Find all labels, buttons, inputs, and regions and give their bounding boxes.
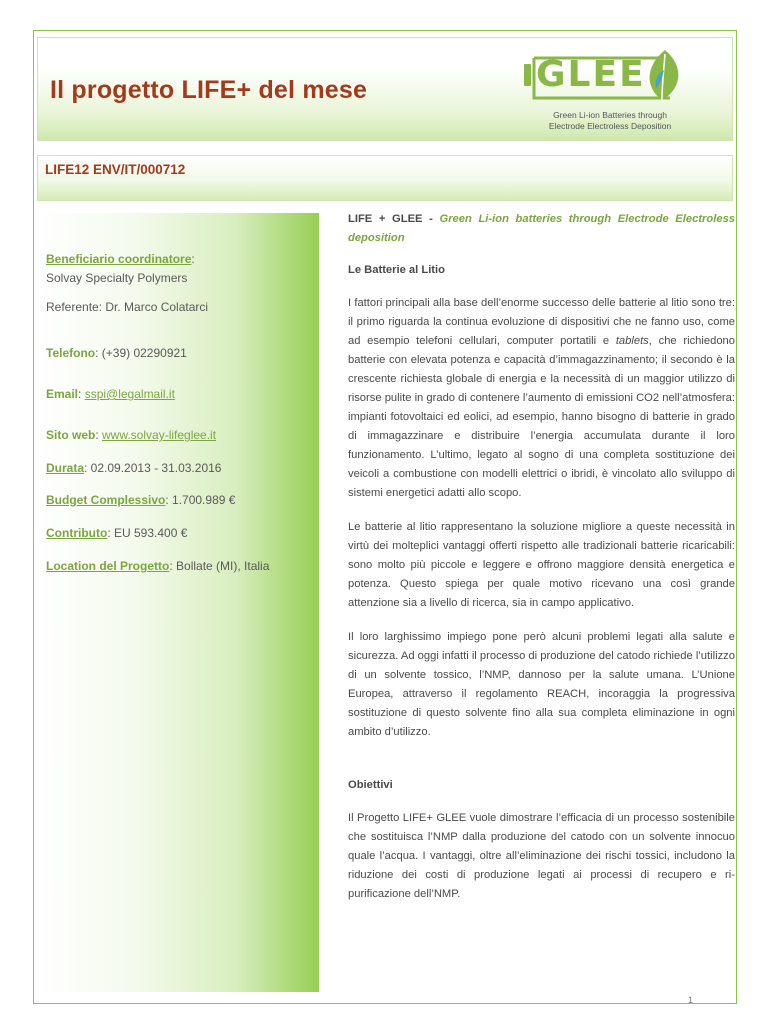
phone-value: : (+39) 02290921 — [95, 346, 187, 360]
web-line — [46, 426, 316, 445]
glee-logo — [520, 48, 720, 138]
beneficiary-block — [46, 250, 316, 288]
duration-value: : 02.09.2013 - 31.03.2016 — [84, 461, 222, 475]
contribution-label: Contributo — [46, 526, 108, 540]
referente-line: Referente: Dr. Marco Colatarci — [46, 300, 209, 314]
web-label: Sito web — [46, 428, 96, 442]
budget-value: : 1.700.989 € — [165, 493, 236, 507]
article-column — [348, 210, 735, 904]
budget-label: Budget Complessivo — [46, 493, 166, 507]
website-link[interactable]: www.solvay-lifeglee.it — [102, 428, 217, 442]
page-title: Il progetto LIFE+ del mese — [50, 76, 368, 104]
paragraph-3: Il loro larghissimo impiego pone però alcuni problemi legati alla salute e sicurezza. Ad oggi infatti il processo di produzione del catodo richiede l’utilizzo di un solvente tossico, l’NMP, dannoso per la salute umana. L’Unione Europea, attraverso il regolamento REACH, incoraggia la progressiva sostituzione di questo solvente fino alla sua completa eliminazione in ogni ambito d’utilizzo. — [348, 631, 735, 738]
web-sep: : — [95, 428, 103, 442]
paragraph-4: Il Progetto LIFE+ GLEE vuole dimostrare l’efficacia di un processo sostenibile che sostituisca l’NMP dalla produzione del catodo con un solvente innocuo quale l’acqua. I vantaggi, oltre all’eliminazione dei rischi tossici, includono la riduzione dei costi di produzione legati ai processi di recupero e ri-purificazione dell’NMP. — [348, 812, 735, 900]
location-line — [46, 557, 316, 576]
beneficiary-label: Beneficiario coordinatore — [46, 252, 192, 266]
section-title-obiettivi: Obiettivi — [348, 779, 393, 791]
phone-line — [46, 344, 316, 363]
page-number: 1 — [688, 995, 694, 1005]
email-label: Email — [46, 387, 79, 401]
sidebar-panel — [37, 213, 319, 992]
article-heading-italic: Green Li-ion batteries through Electrode Electroless deposition — [348, 213, 736, 244]
paragraph-1-em: tablets — [615, 335, 649, 347]
leaf-icon — [640, 48, 690, 108]
duration-label: Durata — [46, 461, 85, 475]
phone-label: Telefono — [46, 346, 96, 360]
project-code: LIFE12 ENV/IT/000712 — [45, 162, 186, 177]
paragraph-1-b: , che richiedono batterie con elevata potenza e capacità d’immagazzinamento; il secondo è la crescente richiesta globale di energia e la necessità di un maggior utilizzo di risorse pulite in grado di contenere l’aumento di emissioni CO2 nell’atmosfera: impianti fotovoltaici ed eolici, ad esempio, hanno bisogno di batterie in grado di immagazzinare e distribuire l’energia accumulata durante il loro funzionamento. L’ultimo, legato al sogno di una completa sostituzione dei veicoli a combustione con modelli elettrici o ibridi, è vincolato allo sviluppo di sistemi energetici adatti allo scopo. — [348, 335, 735, 499]
paragraph-1-a: I fattori principali alla base dell’enorme successo delle batterie al litio sono tre: il primo riguarda la continua evoluzione di dispositivi che ne fanno uso, come ad esempio telefoni cellulari, computer portatili e — [348, 297, 735, 347]
paragraph-1 — [348, 294, 735, 503]
email-link[interactable]: sspi@legalmail.it — [84, 387, 175, 401]
duration-line — [46, 459, 316, 478]
section-title-batterie: Le Batterie al Litio — [348, 264, 445, 276]
beneficiary-sep: : — [191, 252, 195, 266]
logo-wordmark: GLEE — [536, 54, 646, 95]
article-heading — [348, 210, 735, 248]
email-line — [46, 385, 316, 404]
email-sep: : — [78, 387, 85, 401]
contribution-value: : EU 593.400 € — [107, 526, 188, 540]
beneficiary-value: Solvay Specialty Polymers — [46, 271, 188, 285]
budget-line — [46, 491, 316, 510]
paragraph-2: Le batterie al litio rappresentano la soluzione migliore a queste necessità in virtù dei molteplici vantaggi offerti rispetto alle tradizionali batterie ricaricabili: sono molto più piccole e leggere e offrono maggiore densità energetica e potenza. Questo spiega per quale motivo ricevano una così grande attenzione sia a livello di ricerca, sia in campo applicativo. — [348, 521, 735, 609]
location-label: Location del Progetto — [46, 559, 170, 573]
location-value: : Bollate (MI), Italia — [169, 559, 270, 573]
logo-tagline-line2: Electrode Electroless Deposition — [548, 121, 672, 131]
logo-tagline — [520, 110, 700, 132]
article-heading-prefix: LIFE + GLEE - — [348, 213, 440, 225]
logo-tagline-line1: Green Li-ion Batteries through — [553, 110, 667, 120]
contribution-line — [46, 524, 316, 543]
